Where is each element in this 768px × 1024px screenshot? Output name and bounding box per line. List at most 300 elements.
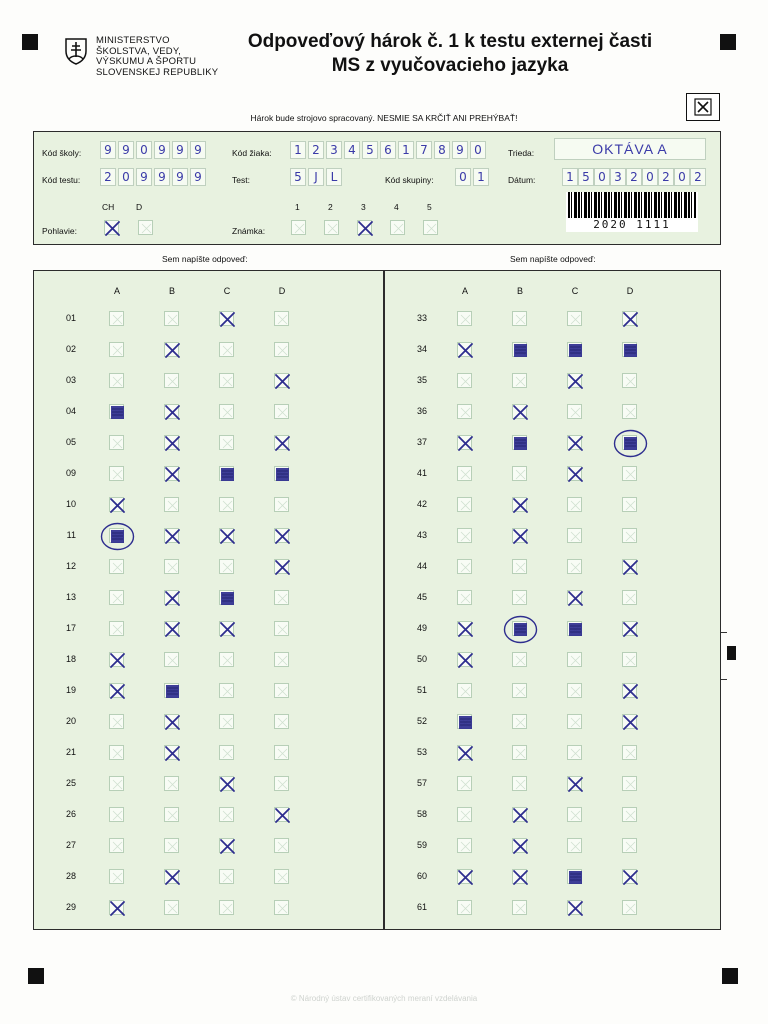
answer-cell-left-05-d[interactable] [274,435,289,450]
answer-cell-right-33-c[interactable] [567,311,582,326]
answer-cell-left-27-b[interactable] [164,838,179,853]
kod-skoly-digit[interactable]: 9 [118,141,134,159]
answer-cell-left-21-b[interactable] [164,745,179,760]
kod-skupiny-digit[interactable]: 0 [455,168,471,186]
ministry-line: VÝSKUMU A ŠPORTU [96,56,197,67]
test-digit[interactable]: J [308,168,324,186]
empty-box-icon [568,529,583,544]
answer-cell-right-52-a[interactable] [457,714,472,729]
column-header-d: D [278,286,286,296]
filled-mark-icon [568,622,583,637]
test-digit[interactable]: 5 [290,168,306,186]
answer-cell-right-36-d[interactable] [622,404,637,419]
coat-of-arms-icon [64,37,88,65]
answer-cell-left-13-d[interactable] [274,590,289,605]
filled-mark-icon [513,343,528,358]
kod-testu-digit[interactable]: 9 [154,168,170,186]
answer-cell-left-17-b[interactable] [164,621,179,636]
answer-cell-left-11-a[interactable] [109,528,124,543]
question-number: 28 [65,871,76,881]
answer-cell-left-05-c[interactable] [219,435,234,450]
datum-digit[interactable]: 0 [594,168,610,186]
column-header-c: C [571,286,579,296]
datum-digit[interactable]: 0 [642,168,658,186]
question-number: 41 [416,468,427,478]
answer-cell-right-36-a[interactable] [457,404,472,419]
answer-cell-right-50-c[interactable] [567,652,582,667]
kod-ziaka-digit[interactable]: 7 [416,141,432,159]
test-digit[interactable]: L [326,168,342,186]
answer-cell-left-18-b[interactable] [164,652,179,667]
cross-mark-icon [458,343,473,358]
answer-cell-right-58-b[interactable] [512,807,527,822]
answer-cell-left-12-c[interactable] [219,559,234,574]
answer-cell-left-10-c[interactable] [219,497,234,512]
answer-cell-left-05-b[interactable] [164,435,179,450]
footer-copyright: © Národný ústav certifikovaných meraní vzdelávania [290,994,478,1003]
question-number: 18 [65,654,76,664]
answer-cell-left-09-c[interactable] [219,466,234,481]
answer-cell-right-45-b[interactable] [512,590,527,605]
answer-cell-left-17-c[interactable] [219,621,234,636]
checked-box[interactable] [686,93,720,121]
cross-mark-icon [110,653,125,668]
datum-digit[interactable]: 2 [690,168,706,186]
cross-mark-icon [110,684,125,699]
kod-skoly-digit[interactable]: 9 [172,141,188,159]
datum-digit[interactable]: 3 [610,168,626,186]
answer-cell-right-52-b[interactable] [512,714,527,729]
answer-cell-right-61-d[interactable] [622,900,637,915]
answer-cell-right-45-d[interactable] [622,590,637,605]
answer-cell-left-27-a[interactable] [109,838,124,853]
answer-cell-right-43-c[interactable] [567,528,582,543]
empty-box-icon [275,622,290,637]
cross-mark-icon [165,746,180,761]
answer-cell-right-42-b[interactable] [512,497,527,512]
answer-cell-right-34-c[interactable] [567,342,582,357]
answer-cell-right-59-a[interactable] [457,838,472,853]
answer-cell-right-44-c[interactable] [567,559,582,574]
empty-box-icon [220,870,235,885]
answer-cell-right-60-c[interactable] [567,869,582,884]
answer-cell-right-45-c[interactable] [567,590,582,605]
answer-cell-left-12-a[interactable] [109,559,124,574]
answer-cell-right-60-b[interactable] [512,869,527,884]
answer-cell-right-42-a[interactable] [457,497,472,512]
answer-cell-left-19-a[interactable] [109,683,124,698]
filled-mark-icon [110,529,125,544]
answer-cell-left-02-d[interactable] [274,342,289,357]
answer-cell-left-01-d[interactable] [274,311,289,326]
answer-cell-right-45-a[interactable] [457,590,472,605]
cross-mark-icon [623,715,638,730]
answer-cell-right-51-d[interactable] [622,683,637,698]
answer-cell-right-59-b[interactable] [512,838,527,853]
answer-cell-left-04-a[interactable] [109,404,124,419]
empty-box-icon [139,221,154,236]
kod-testu-digit[interactable]: 9 [172,168,188,186]
answer-cell-left-19-d[interactable] [274,683,289,698]
kod-ziaka-digit[interactable]: 6 [380,141,396,159]
empty-box-icon [513,901,528,916]
empty-box-icon [275,343,290,358]
pohlavie-checkbox[interactable] [138,220,153,235]
znamka-option-label: 1 [295,202,300,212]
answer-cell-right-37-c[interactable] [567,435,582,450]
answer-cell-right-61-c[interactable] [567,900,582,915]
answer-cell-left-03-c[interactable] [219,373,234,388]
answer-cell-left-13-c[interactable] [219,590,234,605]
answer-cell-left-03-b[interactable] [164,373,179,388]
question-number: 20 [65,716,76,726]
answer-cell-right-33-d[interactable] [622,311,637,326]
filled-mark-icon [165,684,180,699]
answer-cell-left-26-a[interactable] [109,807,124,822]
answer-cell-right-44-d[interactable] [622,559,637,574]
cross-mark-icon [105,221,120,236]
answer-cell-right-57-d[interactable] [622,776,637,791]
answer-cell-left-04-b[interactable] [164,404,179,419]
kod-ziaka-digit[interactable]: 2 [308,141,324,159]
answer-cell-left-19-c[interactable] [219,683,234,698]
empty-box-icon [458,839,473,854]
answer-cell-left-03-a[interactable] [109,373,124,388]
empty-box-icon [110,622,125,637]
answer-cell-right-41-a[interactable] [457,466,472,481]
empty-box-icon [568,808,583,823]
empty-box-icon [458,405,473,420]
answer-cell-left-20-c[interactable] [219,714,234,729]
question-number: 36 [416,406,427,416]
answer-cell-right-58-d[interactable] [622,807,637,822]
answer-cell-left-13-b[interactable] [164,590,179,605]
filled-mark-icon [220,467,235,482]
answer-cell-right-57-a[interactable] [457,776,472,791]
answer-cell-left-09-a[interactable] [109,466,124,481]
answer-cell-left-28-c[interactable] [219,869,234,884]
cross-mark-icon [513,498,528,513]
kod-skoly-digit[interactable]: 9 [190,141,206,159]
title-line-2: MS z vyučovacieho jazyka [331,55,569,76]
answer-cell-left-02-b[interactable] [164,342,179,357]
kod-ziaka-digit[interactable]: 1 [398,141,414,159]
answer-cell-left-18-a[interactable] [109,652,124,667]
filled-mark-icon [623,343,638,358]
answer-cell-right-61-a[interactable] [457,900,472,915]
answer-cell-right-43-b[interactable] [512,528,527,543]
answer-cell-right-41-c[interactable] [567,466,582,481]
answer-cell-left-12-b[interactable] [164,559,179,574]
registration-mark [722,968,738,984]
question-number: 44 [416,561,427,571]
cross-mark-icon [165,436,180,451]
kod-testu-label: Kód testu: [42,175,81,185]
cross-mark-icon [220,777,235,792]
datum-digit[interactable]: 2 [658,168,674,186]
znamka-checkbox[interactable] [324,220,339,235]
column-header-b: B [516,286,523,296]
answer-cell-right-60-d[interactable] [622,869,637,884]
answer-cell-right-44-a[interactable] [457,559,472,574]
question-number: 50 [416,654,427,664]
answer-cell-left-28-d[interactable] [274,869,289,884]
answer-cell-right-51-c[interactable] [567,683,582,698]
answer-cell-left-27-c[interactable] [219,838,234,853]
answer-cell-right-60-a[interactable] [457,869,472,884]
answer-cell-left-18-c[interactable] [219,652,234,667]
answer-cell-left-17-a[interactable] [109,621,124,636]
empty-box-icon [623,374,638,389]
question-number: 29 [65,902,76,912]
answer-cell-right-34-b[interactable] [512,342,527,357]
answer-cell-right-42-d[interactable] [622,497,637,512]
answer-cell-left-28-a[interactable] [109,869,124,884]
question-number: 25 [65,778,76,788]
answer-cell-right-50-d[interactable] [622,652,637,667]
answer-cell-right-37-d[interactable] [622,435,637,450]
question-number: 09 [65,468,76,478]
answer-cell-left-12-d[interactable] [274,559,289,574]
answer-cell-right-49-d[interactable] [622,621,637,636]
kod-ziaka-digit[interactable]: 5 [362,141,378,159]
answer-cell-right-57-b[interactable] [512,776,527,791]
cross-mark-icon [275,436,290,451]
datum-digit[interactable]: 1 [562,168,578,186]
answer-cell-right-59-d[interactable] [622,838,637,853]
answer-cell-right-41-b[interactable] [512,466,527,481]
answer-cell-left-25-a[interactable] [109,776,124,791]
answer-cell-right-57-c[interactable] [567,776,582,791]
answer-cell-right-53-c[interactable] [567,745,582,760]
empty-box-icon [275,746,290,761]
cross-mark-icon [458,622,473,637]
answer-cell-left-11-d[interactable] [274,528,289,543]
empty-box-icon [220,405,235,420]
answer-cell-left-20-b[interactable] [164,714,179,729]
kod-ziaka-digit[interactable]: 3 [326,141,342,159]
cross-mark-icon [220,839,235,854]
kod-testu-digit[interactable]: 2 [100,168,116,186]
kod-ziaka-digit[interactable]: 0 [470,141,486,159]
answer-cell-left-13-a[interactable] [109,590,124,605]
answer-cell-left-01-b[interactable] [164,311,179,326]
answer-cell-left-29-b[interactable] [164,900,179,915]
znamka-checkbox[interactable] [291,220,306,235]
answer-cell-right-35-a[interactable] [457,373,472,388]
answer-cell-left-21-a[interactable] [109,745,124,760]
answer-cell-left-21-d[interactable] [274,745,289,760]
cross-mark-icon [513,405,528,420]
answer-cell-left-10-d[interactable] [274,497,289,512]
kod-skoly-digit[interactable]: 9 [100,141,116,159]
answer-cell-right-42-c[interactable] [567,497,582,512]
answer-cell-left-11-c[interactable] [219,528,234,543]
answer-cell-right-61-b[interactable] [512,900,527,915]
answer-cell-left-17-d[interactable] [274,621,289,636]
empty-box-icon [110,746,125,761]
answer-cell-left-19-b[interactable] [164,683,179,698]
answer-cell-left-20-d[interactable] [274,714,289,729]
question-number: 52 [416,716,427,726]
answer-cell-right-44-b[interactable] [512,559,527,574]
answer-cell-right-35-d[interactable] [622,373,637,388]
ministry-line: MINISTERSTVO [96,35,170,46]
kod-ziaka-digit[interactable]: 8 [434,141,450,159]
empty-box-icon [110,560,125,575]
answer-cell-right-33-b[interactable] [512,311,527,326]
cross-mark-icon [623,560,638,575]
question-number: 19 [65,685,76,695]
cross-mark-icon [220,529,235,544]
answer-cell-right-43-d[interactable] [622,528,637,543]
pohlavie-checkbox[interactable] [104,220,119,235]
answer-cell-right-53-a[interactable] [457,745,472,760]
answer-grid-left [33,270,384,930]
answer-cell-left-29-c[interactable] [219,900,234,915]
answer-cell-left-20-a[interactable] [109,714,124,729]
empty-box-icon [458,498,473,513]
answer-cell-right-58-c[interactable] [567,807,582,822]
answer-cell-right-53-b[interactable] [512,745,527,760]
answer-cell-left-26-d[interactable] [274,807,289,822]
pohlavie-option-label: CH [102,202,115,212]
empty-box-icon [458,684,473,699]
empty-box-icon [220,684,235,699]
empty-box-icon [110,343,125,358]
trieda-field[interactable]: OKTÁVA A [554,138,706,160]
answer-cell-left-09-b[interactable] [164,466,179,481]
empty-box-icon [110,870,125,885]
answer-cell-left-25-b[interactable] [164,776,179,791]
answer-cell-right-35-c[interactable] [567,373,582,388]
answer-cell-right-36-c[interactable] [567,404,582,419]
empty-box-icon [513,777,528,792]
trieda-label: Trieda: [508,148,535,158]
barcode [566,192,698,232]
answer-cell-right-37-b[interactable] [512,435,527,450]
answer-cell-right-52-c[interactable] [567,714,582,729]
empty-box-icon [568,715,583,730]
answer-cell-right-51-a[interactable] [457,683,472,698]
answer-cell-left-28-b[interactable] [164,869,179,884]
znamka-checkbox[interactable] [390,220,405,235]
answer-cell-right-36-b[interactable] [512,404,527,419]
answer-cell-left-04-d[interactable] [274,404,289,419]
answer-cell-left-10-a[interactable] [109,497,124,512]
kod-testu-digit[interactable]: 0 [118,168,134,186]
answer-cell-left-02-a[interactable] [109,342,124,357]
answer-cell-left-01-c[interactable] [219,311,234,326]
answer-cell-left-25-d[interactable] [274,776,289,791]
answer-cell-left-26-b[interactable] [164,807,179,822]
answer-cell-right-50-a[interactable] [457,652,472,667]
empty-box-icon [275,777,290,792]
answer-grid-right [384,270,721,930]
answer-cell-right-58-a[interactable] [457,807,472,822]
kod-testu-digit[interactable]: 9 [190,168,206,186]
answer-cell-left-11-b[interactable] [164,528,179,543]
kod-testu-digit[interactable]: 9 [136,168,152,186]
znamka-checkbox[interactable] [423,220,438,235]
empty-box-icon [220,653,235,668]
kod-ziaka-digit[interactable]: 4 [344,141,360,159]
answer-cell-right-49-a[interactable] [457,621,472,636]
answer-cell-right-35-b[interactable] [512,373,527,388]
answer-cell-right-49-b[interactable] [512,621,527,636]
empty-box-icon [165,808,180,823]
answer-cell-right-59-c[interactable] [567,838,582,853]
empty-box-icon [623,498,638,513]
kod-ziaka-digit[interactable]: 9 [452,141,468,159]
question-number: 34 [416,344,427,354]
answer-cell-left-05-a[interactable] [109,435,124,450]
answer-cell-left-26-c[interactable] [219,807,234,822]
answer-cell-right-50-b[interactable] [512,652,527,667]
answer-cell-right-34-a[interactable] [457,342,472,357]
answer-cell-right-33-a[interactable] [457,311,472,326]
cross-mark-icon [165,715,180,730]
answer-cell-left-25-c[interactable] [219,776,234,791]
kod-skoly-digit[interactable]: 9 [154,141,170,159]
answer-cell-left-27-d[interactable] [274,838,289,853]
cross-mark-icon [165,591,180,606]
answer-cell-left-02-c[interactable] [219,342,234,357]
answer-cell-left-29-a[interactable] [109,900,124,915]
answer-prompt-right: Sem napíšte odpoveď: [510,254,596,264]
question-number: 12 [65,561,76,571]
kod-ziaka-digit[interactable]: 1 [290,141,306,159]
answer-cell-left-03-d[interactable] [274,373,289,388]
empty-box-icon [220,343,235,358]
empty-box-icon [568,746,583,761]
answer-cell-left-01-a[interactable] [109,311,124,326]
question-number: 37 [416,437,427,447]
cross-mark-icon [513,529,528,544]
answer-cell-left-29-d[interactable] [274,900,289,915]
empty-box-icon [220,715,235,730]
answer-cell-left-21-c[interactable] [219,745,234,760]
answer-cell-left-09-d[interactable] [274,466,289,481]
answer-cell-right-41-d[interactable] [622,466,637,481]
kod-skoly-digit[interactable]: 0 [136,141,152,159]
answer-cell-left-04-c[interactable] [219,404,234,419]
empty-box-icon [458,467,473,482]
datum-digit[interactable]: 5 [578,168,594,186]
answer-cell-right-37-a[interactable] [457,435,472,450]
answer-cell-left-10-b[interactable] [164,497,179,512]
answer-cell-right-43-a[interactable] [457,528,472,543]
answer-cell-right-34-d[interactable] [622,342,637,357]
cross-mark-icon [623,622,638,637]
kod-skupiny-digit[interactable]: 1 [473,168,489,186]
datum-digit[interactable]: 0 [674,168,690,186]
answer-cell-left-18-d[interactable] [274,652,289,667]
empty-box-icon [623,405,638,420]
answer-cell-right-49-c[interactable] [567,621,582,636]
answer-cell-right-53-d[interactable] [622,745,637,760]
znamka-checkbox[interactable] [357,220,372,235]
answer-cell-right-52-d[interactable] [622,714,637,729]
filled-mark-icon [568,343,583,358]
empty-box-icon [513,746,528,761]
cross-mark-icon [623,684,638,699]
znamka-option-label: 2 [328,202,333,212]
empty-box-icon [110,839,125,854]
answer-cell-right-51-b[interactable] [512,683,527,698]
datum-digit[interactable]: 2 [626,168,642,186]
cross-mark-icon [275,560,290,575]
